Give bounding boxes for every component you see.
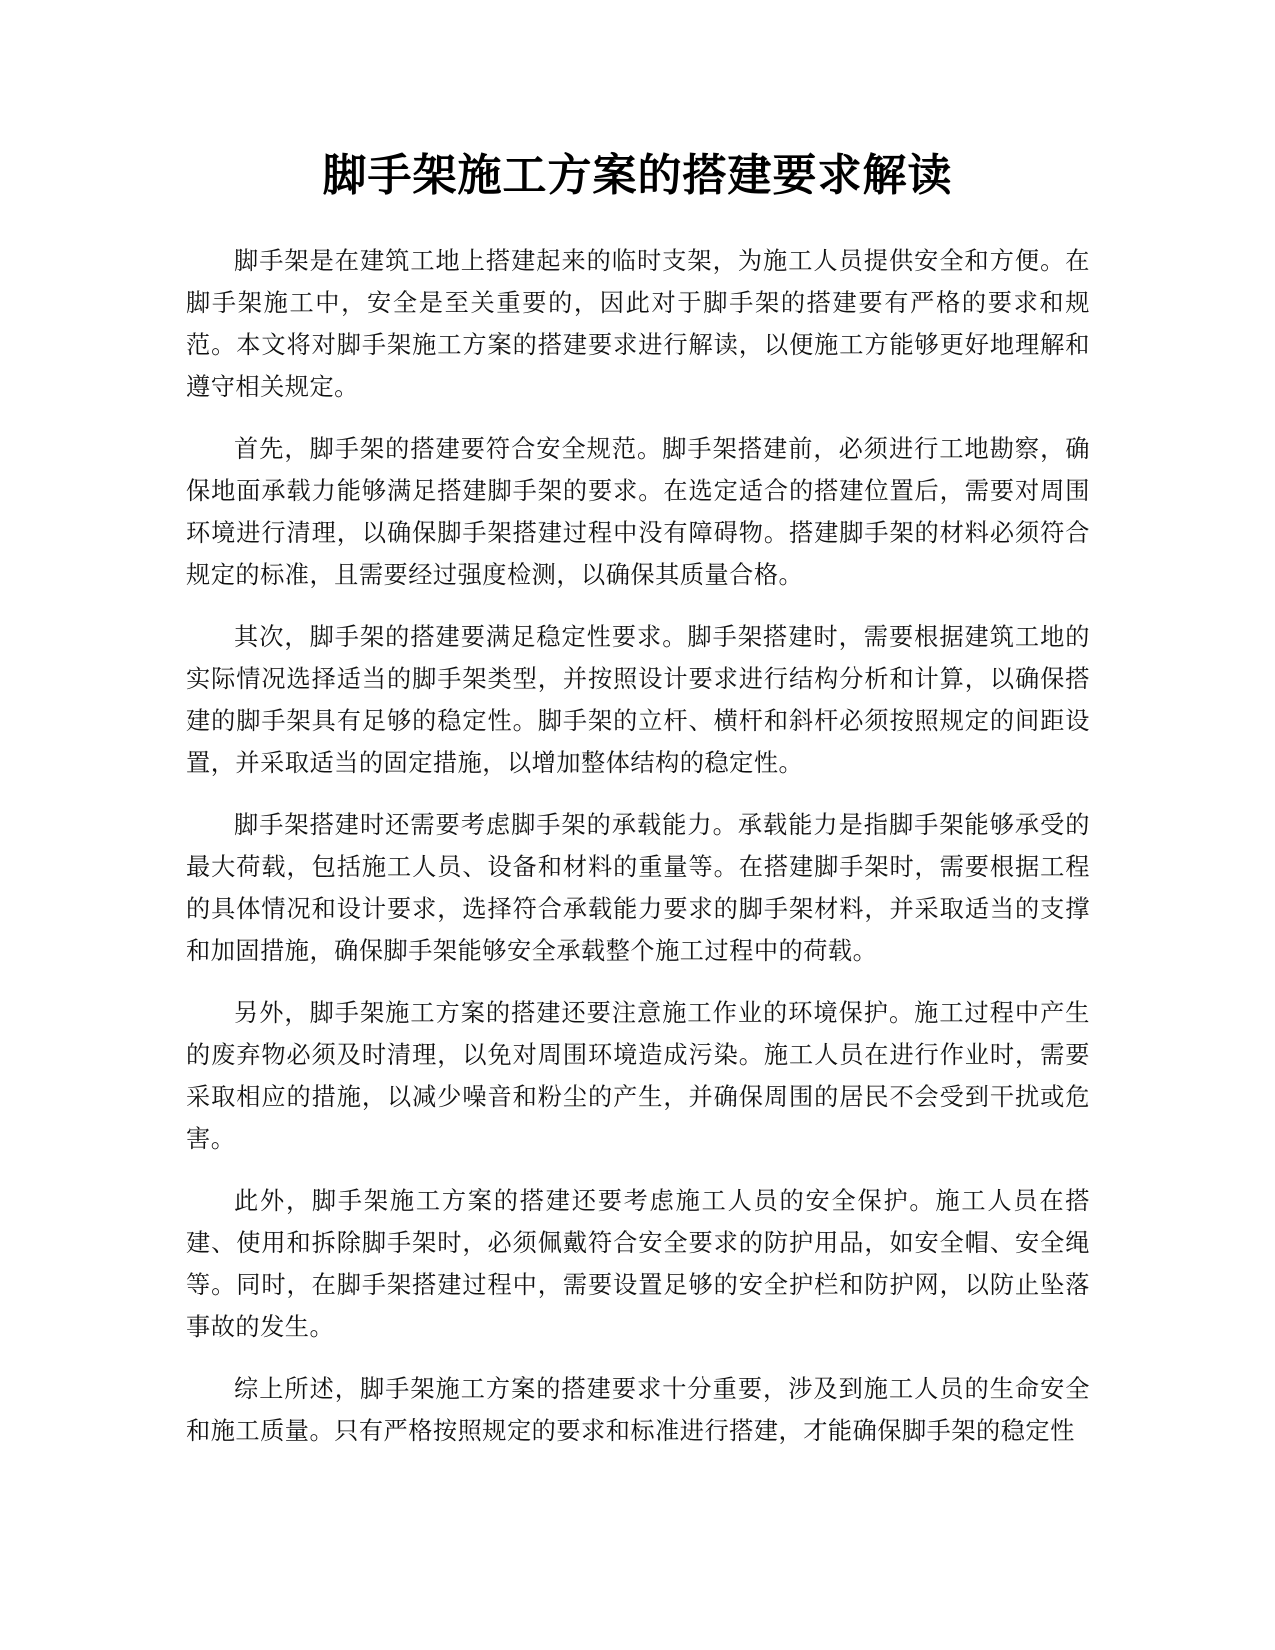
paragraph-intro: 脚手架是在建筑工地上搭建起来的临时支架，为施工人员提供安全和方便。在脚手架施工中，安全是至关重要的，因此对于脚手架的搭建要有严格的要求和规范。本文将对脚手架施工方案的搭建要求进行解读，以便施工方能够更好地理解和遵守相关规定。 [186,247,1090,401]
document-body [186,240,1090,1472]
document-title: 脚手架施工方案的搭建要求解读 [322,150,953,201]
paragraph-stability: 其次，脚手架的搭建要满足稳定性要求。脚手架搭建时，需要根据建筑工地的实际情况选择适当的脚手架类型，并按照设计要求进行结构分析和计算，以确保搭建的脚手架具有足够的稳定性。脚手架的立杆、横杆和斜杆必须按照规定的间距设置，并采取适当的固定措施，以增加整体结构的稳定性。 [186,623,1090,777]
paragraph-environment: 另外，脚手架施工方案的搭建还要注意施工作业的环境保护。施工过程中产生的废弃物必须及时清理，以免对周围环境造成污染。施工人员在进行作业时，需要采取相应的措施，以减少噪音和粉尘的产生，并确保周围的居民不会受到干扰或危害。 [186,999,1090,1153]
paragraph-worker-safety: 此外，脚手架施工方案的搭建还要考虑施工人员的安全保护。施工人员在搭建、使用和拆除脚手架时，必须佩戴符合安全要求的防护用品，如安全帽、安全绳等。同时，在脚手架搭建过程中，需要设置足够的安全护栏和防护网，以防止坠落事故的发生。 [186,1187,1090,1341]
paragraph-safety-standards: 首先，脚手架的搭建要符合安全规范。脚手架搭建前，必须进行工地勘察，确保地面承载力能够满足搭建脚手架的要求。在选定适合的搭建位置后，需要对周围环境进行清理，以确保脚手架搭建过程中没有障碍物。搭建脚手架的材料必须符合规定的标准，且需要经过强度检测，以确保其质量合格。 [186,435,1090,589]
paragraph-load-capacity: 脚手架搭建时还需要考虑脚手架的承载能力。承载能力是指脚手架能够承受的最大荷载，包括施工人员、设备和材料的重量等。在搭建脚手架时，需要根据工程的具体情况和设计要求，选择符合承载能力要求的脚手架材料，并采取适当的支撑和加固措施，确保脚手架能够安全承载整个施工过程中的荷载。 [186,811,1090,965]
paragraph-conclusion: 综上所述，脚手架施工方案的搭建要求十分重要，涉及到施工人员的生命安全和施工质量。只有严格按照规定的要求和标准进行搭建，才能确保脚手架的稳定性 [186,1375,1090,1445]
